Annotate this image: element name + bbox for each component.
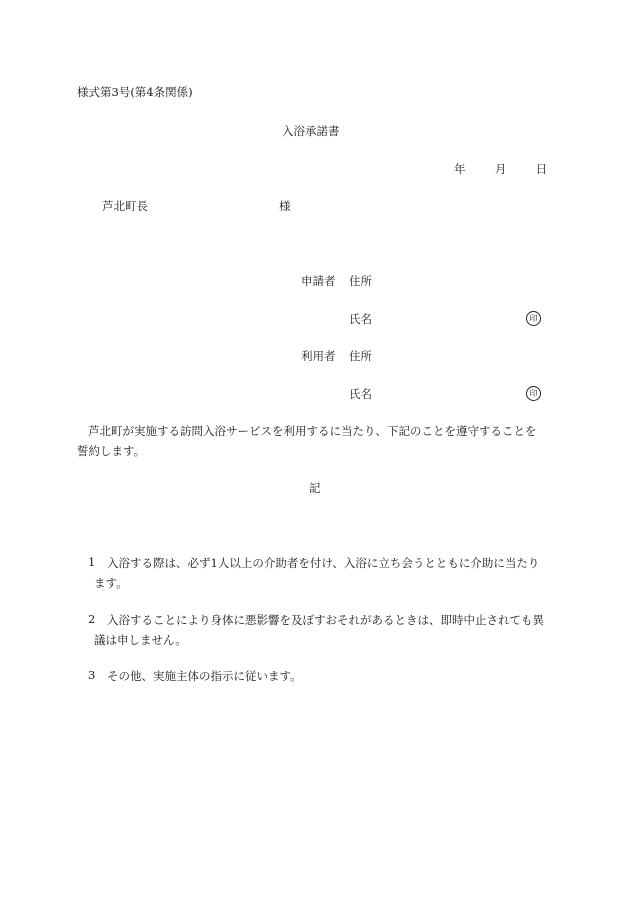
- date-line: [454, 161, 547, 177]
- date-day-label: 日: [535, 162, 548, 176]
- pledge-line-1: 芦北町が実施する訪問入浴サービスを利用するに当たり、下記のことを遵守することを: [88, 424, 537, 438]
- form-number: 様式第3号(第4条関係): [77, 85, 193, 99]
- item-text-line-1: 入浴する際は、必ず1人以上の介助者を付け、入浴に立ち会うとともに介助に当たり: [107, 556, 540, 570]
- item-number: 1: [88, 555, 96, 569]
- item-text-line-2: ます。: [94, 576, 128, 590]
- item-number: 3: [88, 668, 96, 682]
- user-name-label: 氏名: [349, 387, 372, 401]
- user-address-label: 住所: [349, 349, 372, 363]
- applicant-address-label: 住所: [349, 274, 372, 288]
- addressee-name: 芦北町長: [102, 199, 148, 213]
- user-seal-mark: 印: [526, 386, 541, 401]
- user-role: 利用者: [301, 349, 336, 363]
- item-number: 2: [88, 612, 96, 626]
- addressee-honorific: 様: [279, 199, 291, 213]
- applicant-seal-mark: 印: [526, 311, 541, 326]
- item-text-line-1: 入浴することにより身体に悪影響を及ぼすおそれがあるときは、即時中止されても異: [107, 613, 544, 627]
- date-year-label: 年: [454, 162, 466, 176]
- applicant-name-label: 氏名: [349, 312, 372, 326]
- item-text-line-1: その他、実施主体の指示に従います。: [107, 669, 302, 683]
- pledge-line-2: 誓約します。: [77, 444, 146, 458]
- ki-heading: 記: [309, 481, 321, 495]
- applicant-role: 申請者: [301, 274, 336, 288]
- date-month-label: 月: [494, 162, 507, 176]
- item-text-line-2: 議は申しません。: [94, 633, 187, 647]
- document-title: 入浴承諾書: [282, 124, 340, 138]
